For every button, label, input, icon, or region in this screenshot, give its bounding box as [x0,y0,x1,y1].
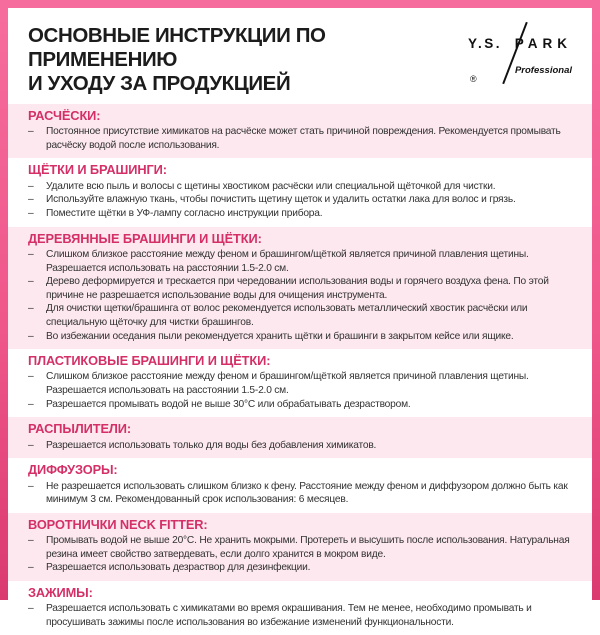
bullet-dash: – [28,480,34,492]
bullet-text: Разрешается использовать только для воды без добавления химикатов. [46,439,377,451]
section-heading: ДИФФУЗОРЫ: [28,462,118,478]
ys-park-logo [468,26,572,84]
bullet-list [28,480,574,507]
section-heading: РАСЧЁСКИ: [28,107,101,123]
bullet-item [28,370,574,397]
bullet-list [28,534,574,575]
bullet-item [28,248,574,275]
bullet-item [28,602,574,629]
registered-trademark-icon: ® [470,74,477,84]
page-title-line2: И УХОДУ ЗА ПРОДУКЦИЕЙ [28,71,291,95]
care-section [8,458,592,513]
care-section [8,513,592,581]
bullet-text: Удалите всю пыль и волосы с щетины хвостиком расчёски или специальной щёточкой для чистки. [46,180,496,192]
sections-list [8,104,592,635]
bullet-dash: – [28,535,34,547]
care-section [8,104,592,159]
bullet-item [28,207,574,221]
bullet-dash: – [28,303,34,315]
bullet-item [28,534,574,561]
sheet-header [8,8,592,104]
bullet-item [28,439,574,453]
care-section [8,349,592,417]
care-section [8,417,592,458]
section-heading: ПЛАСТИКОВЫЕ БРАШИНГИ И ЩЁТКИ: [28,353,271,369]
bullet-list [28,370,574,411]
care-section [8,581,592,635]
bullet-item [28,480,574,507]
bullet-text: Поместите щётки в УФ-лампу согласно инструкции прибора. [46,208,323,220]
bullet-item [28,193,574,207]
logo-park-text: PARK [514,36,572,51]
logo-professional-text: Professional [514,65,572,76]
bullet-list [28,125,574,152]
bullet-item [28,398,574,412]
care-section [8,227,592,350]
section-heading: ЗАЖИМЫ: [28,584,93,600]
bullet-dash: – [28,562,34,574]
bullet-dash: – [28,180,34,192]
bullet-text: Разрешается использовать с химикатами во время окрашивания. Тем не менее, необходимо промывать и просушивать зажимы после использования во избежание изменений функциональности. [46,603,532,628]
bullet-text: Разрешается использовать дезраствор для дезинфекции. [46,562,311,574]
bullet-dash: – [28,194,34,206]
bullet-text: Слишком близкое расстояние между феном и брашингом/щёткой является причиной плавления щетины. Разрешается использовать на расстоянии 1.5-2.0 см. [46,248,529,274]
section-heading: ЩЁТКИ И БРАШИНГИ: [28,162,167,178]
page-title-line1: ОСНОВНЫЕ ИНСТРУКЦИИ ПО ПРИМЕНЕНИЮ [28,24,326,71]
bullet-text: Не разрешается использовать слишком близко к фену. Расстояние между феном и диффузором должно быть как минимум 3 см. Рекомендованный срок использования: 6 месяцев. [46,480,568,506]
care-section [8,158,592,226]
bullet-list [28,248,574,343]
section-heading: РАСПЫЛИТЕЛИ: [28,421,132,437]
bullet-item [28,330,574,344]
bullet-dash: – [28,439,34,451]
bullet-item [28,180,574,194]
bullet-dash: – [28,276,34,288]
bullet-text: Во избежании оседания пыли рекомендуется хранить щётки и брашинги в закрытом кейсе или ящике. [46,330,514,342]
bullet-text: Слишком близкое расстояние между феном и брашингом/щёткой является причиной плавления щетины. Разрешается использовать на расстоянии 1.5-2.0 см. [46,371,529,397]
bullet-text: Промывать водой не выше 20°C. Не хранить мокрыми. Протереть и высушить после использования. Натуральная резина имеет свойство затвердевать, если долго хранится в мокром виде. [46,535,570,560]
bullet-dash: – [28,603,34,615]
bullet-text: Постоянное присутствие химикатов на расчёске может стать причиной повреждения. Рекомендуется промывать расчёску водой после использования. [46,126,561,151]
section-heading: ДЕРЕВЯННЫЕ БРАШИНГИ И ЩЁТКИ: [28,230,262,246]
sheet-content [8,8,592,628]
bullet-dash: – [28,126,34,138]
bullet-dash: – [28,398,34,410]
bullet-text: Дерево деформируется и трескается при чередовании использования воды и горячего воздуха фена. По этой причине не разрешается использование воды для очищения инструмента. [46,276,549,301]
logo-ys-text: Y.S. [468,36,503,51]
bullet-text: Для очистки щетки/брашинга от волос рекомендуется использовать металлический хвостик расчёски или специальную щёточку для чистки брашингов. [46,303,528,328]
bullet-item [28,561,574,575]
bullet-item [28,275,574,302]
section-heading: ВОРОТНИЧКИ NECK FITTER: [28,516,208,532]
bullet-dash: – [28,371,34,383]
bullet-list [28,602,574,629]
bullet-text: Используйте влажную ткань, чтобы почистить щетину щеток и удалить остатки лака для волос и грязь. [46,194,516,206]
bullet-list [28,180,574,221]
bullet-item [28,125,574,152]
bullet-item [28,302,574,329]
bullet-text: Разрешается промывать водой не выше 30°C или обрабатывать дезраствором. [46,398,411,410]
bullet-dash: – [28,248,34,260]
bullet-dash: – [28,208,34,220]
bullet-list [28,439,574,453]
page-title [28,24,468,96]
bullet-dash: – [28,330,34,342]
